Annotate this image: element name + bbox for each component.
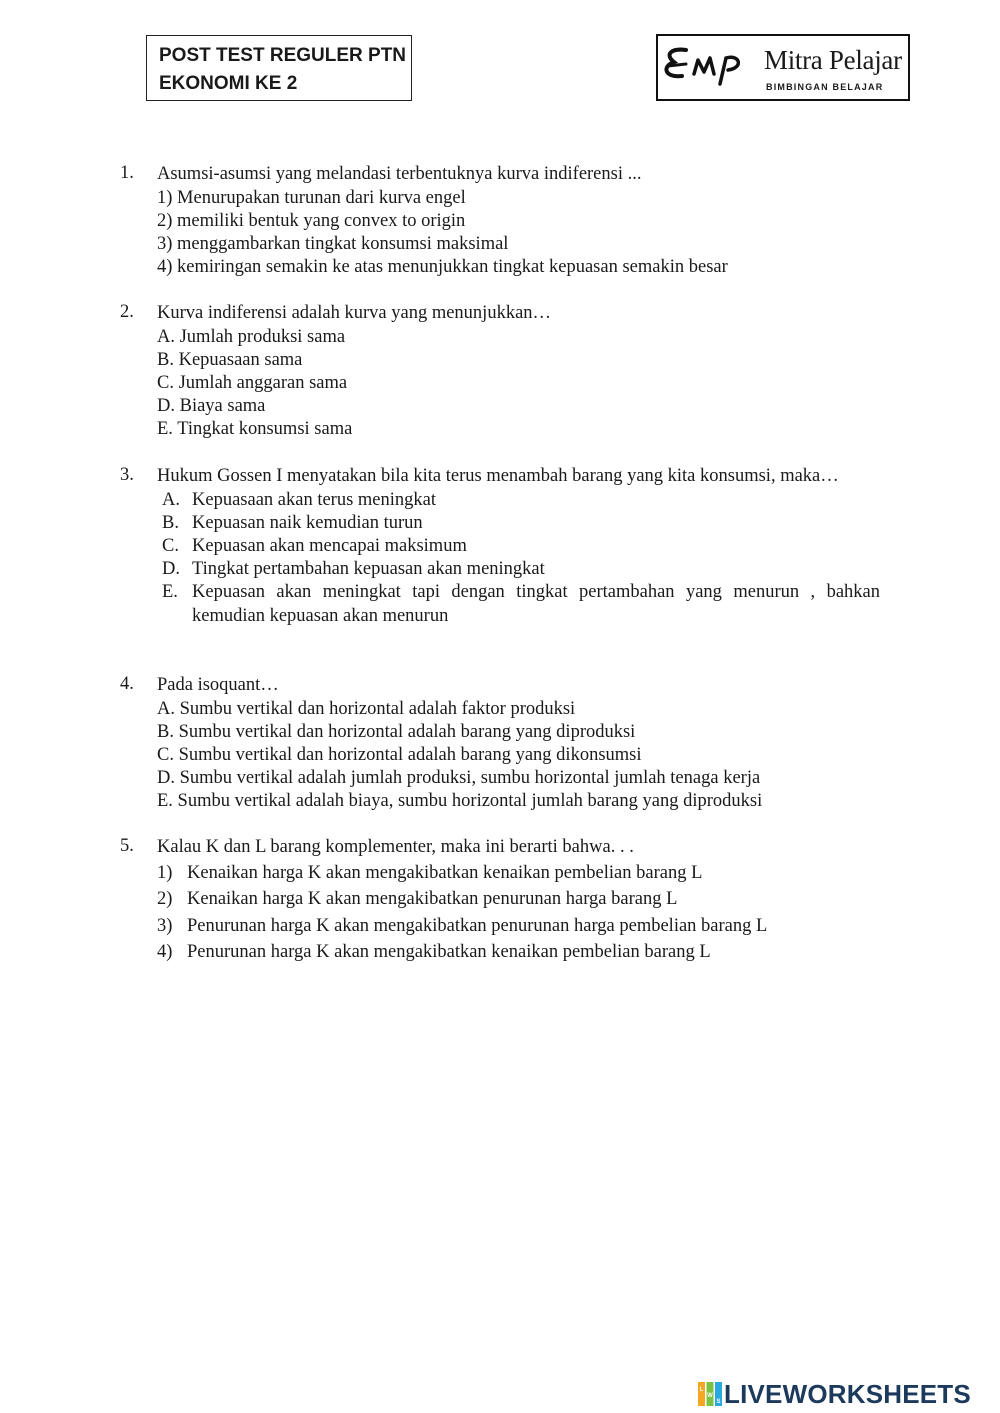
question-option — [157, 913, 880, 940]
question-option: E. Tingkat konsumsi sama — [157, 419, 353, 440]
option-label: 4) — [157, 942, 173, 963]
option-label: E. — [162, 582, 178, 603]
logo-letter: S — [716, 1399, 721, 1405]
question-text: Asumsi-asumsi yang melandasi terbentuknya kurva indiferensi ... — [157, 164, 642, 184]
question-option — [157, 512, 880, 535]
question-option: C. Sumbu vertikal dan horizontal adalah barang yang dikonsumsi — [157, 744, 642, 765]
question-option: D. Biaya sama — [157, 396, 266, 417]
test-title-box — [146, 35, 412, 101]
question-number: 3. — [120, 465, 134, 485]
question-option: 1) Menurupakan turunan dari kurva engel — [157, 187, 466, 208]
option-label: 2) — [157, 889, 173, 910]
option-label: 1) — [157, 862, 173, 883]
question-1 — [120, 163, 880, 279]
option-label: D. — [162, 559, 180, 580]
test-title-line1: POST TEST REGULER PTN — [159, 45, 407, 66]
question-option: 3) menggambarkan tingkat konsumsi maksimal — [157, 233, 509, 254]
liveworksheets-logo-icon — [698, 1382, 722, 1406]
question-option — [157, 581, 880, 627]
option-text: Kepuasan akan mencapai maksimum — [192, 535, 467, 556]
question-option — [157, 535, 880, 558]
question-option — [157, 489, 880, 512]
question-number: 5. — [120, 836, 134, 856]
question-option: A. Sumbu vertikal dan horizontal adalah faktor produksi — [157, 698, 576, 719]
option-text: Penurunan harga K akan mengakibatkan penurunan harga pembelian barang L — [187, 915, 768, 936]
question-option — [157, 939, 880, 966]
question-option: A. Jumlah produksi sama — [157, 326, 346, 347]
mitra-pelajar-logo — [656, 34, 910, 101]
question-option: 4) kemiringan semakin ke atas menunjukkan tingkat kepuasan semakin besar — [157, 257, 728, 278]
question-text: Pada isoquant… — [157, 675, 279, 695]
option-text: Tingkat pertambahan kepuasan akan meningkat — [192, 559, 545, 580]
question-3 — [120, 465, 880, 628]
liveworksheets-brand: LIVEWORKSHEETS — [724, 1378, 971, 1409]
question-number: 2. — [120, 302, 134, 322]
logo-tagline: BIMBINGAN BELAJAR — [766, 82, 884, 92]
option-label: C. — [162, 535, 179, 556]
question-number: 4. — [120, 674, 134, 694]
question-option — [157, 860, 880, 887]
question-option — [157, 558, 880, 581]
question-option: D. Sumbu vertikal adalah jumlah produksi, sumbu horizontal jumlah tenaga kerja — [157, 768, 761, 789]
option-text: Kenaikan harga K akan mengakibatkan penurunan harga barang L — [187, 889, 678, 910]
question-text: Kalau K dan L barang komplementer, maka ini berarti bahwa. . . — [157, 837, 634, 857]
question-5 — [120, 836, 880, 966]
question-option: E. Sumbu vertikal adalah biaya, sumbu horizontal jumlah barang yang diproduksi — [157, 791, 763, 812]
logo-letter: L — [699, 1387, 704, 1393]
logo-brand-name: Mitra Pelajar — [764, 45, 902, 75]
test-title-line2: EKONOMI KE 2 — [159, 73, 298, 94]
logo-letter: W — [707, 1393, 713, 1399]
emp-logo-icon — [660, 44, 760, 88]
question-option: B. Kepuasaan sama — [157, 349, 303, 370]
question-2 — [120, 302, 880, 442]
question-option: C. Jumlah anggaran sama — [157, 372, 348, 393]
question-4 — [120, 674, 880, 814]
option-text: Kenaikan harga K akan mengakibatkan kenaikan pembelian barang L — [187, 862, 703, 883]
option-label: A. — [162, 489, 180, 510]
option-label: B. — [162, 512, 179, 533]
option-text: Kepuasaan akan terus meningkat — [192, 489, 437, 510]
question-number: 1. — [120, 163, 134, 183]
question-option: B. Sumbu vertikal dan horizontal adalah barang yang diproduksi — [157, 721, 636, 742]
option-text: Penurunan harga K akan mengakibatkan kenaikan pembelian barang L — [187, 942, 711, 963]
liveworksheets-footer — [698, 1379, 971, 1409]
question-text: Kurva indiferensi adalah kurva yang menunjukkan… — [157, 303, 552, 323]
question-text: Hukum Gossen I menyatakan bila kita terus menambah barang yang kita konsumsi, maka… — [157, 466, 839, 486]
question-option — [157, 886, 880, 913]
option-text: Kepuasan naik kemudian turun — [192, 512, 423, 533]
question-option: 2) memiliki bentuk yang convex to origin — [157, 210, 466, 231]
option-text: Kepuasan akan meningkat tapi dengan tingkat pertambahan yang menurun , bahkan kemudian kepuasan akan menurun — [192, 582, 880, 626]
option-label: 3) — [157, 915, 173, 936]
